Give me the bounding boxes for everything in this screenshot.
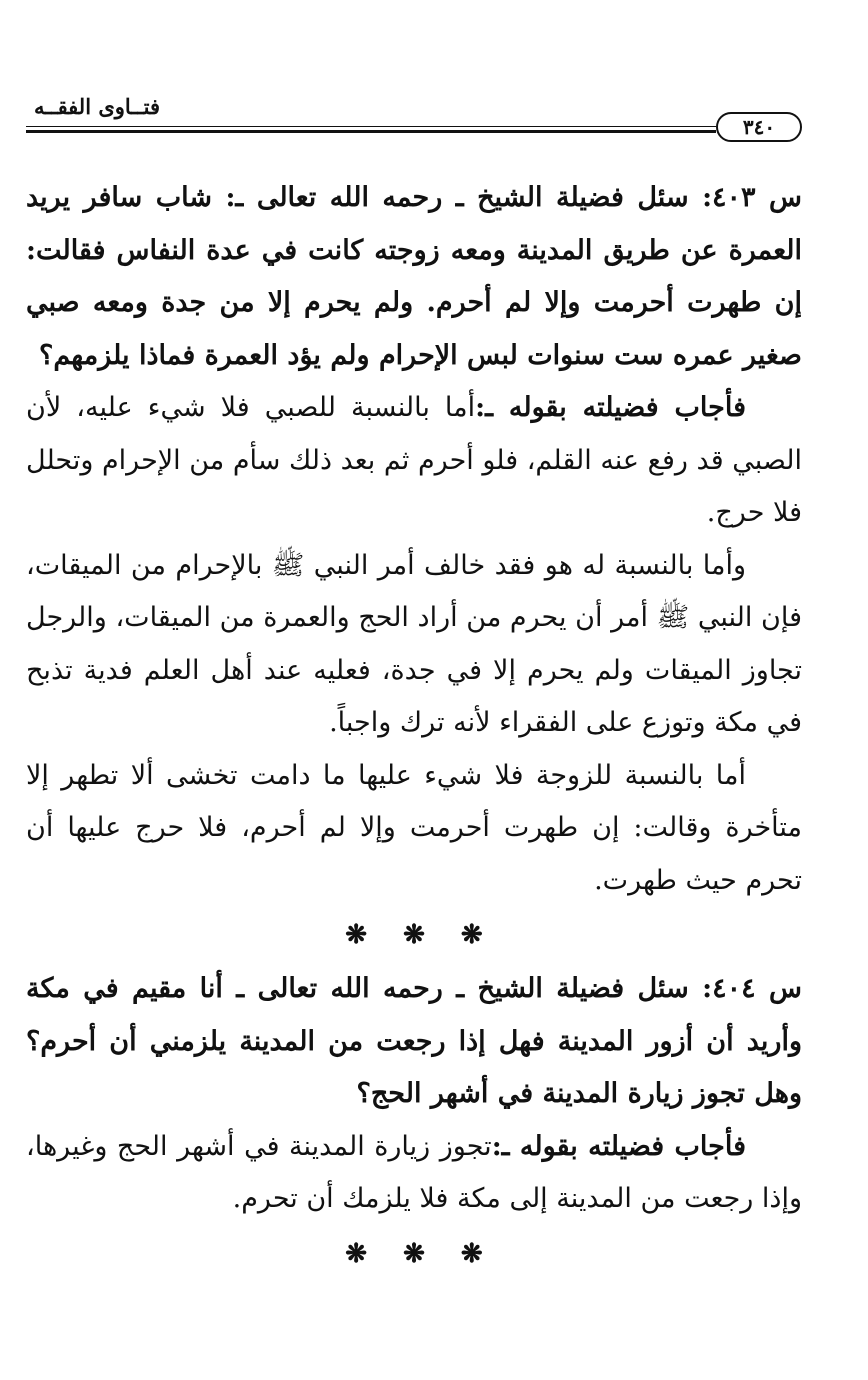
answer-403-paragraph-3: أما بالنسبة للزوجة فلا شيء عليها ما دامت تخشى ألا تطهر إلا متأخرة وقالت: إن طهرت أحرمت وإلا لم أحرم، فلا حرج عليها أن تحرم حيث طهرت.: [26, 759, 802, 896]
page-header: [26, 90, 802, 148]
question-404: [26, 963, 802, 1121]
page-number: ٣٤٠: [716, 112, 802, 142]
section-separator-1: [26, 907, 802, 963]
question-403: [26, 172, 802, 382]
answer-404-paragraph-1: [26, 1121, 802, 1226]
separator-star: ❋: [460, 1238, 483, 1269]
answer-403-paragraph-1: [26, 382, 802, 540]
question-404-label: س ٤٠٤:: [702, 973, 803, 1004]
question-404-text: سئل فضيلة الشيخ ـ رحمه الله تعالى ـ أنا مقيم في مكة وأريد أن أزور المدينة فهل إذا رجعت من المدينة يلزمني أن أحرم؟ وهل تجوز زيارة المدينة في أشهر الحج؟: [26, 973, 802, 1109]
question-403-label: س ٤٠٣:: [702, 182, 802, 213]
separator-star: ❋: [460, 920, 483, 950]
header-rule-thin: [26, 126, 716, 127]
answer-403-paragraph-2: وأما بالنسبة له هو فقد خالف أمر النبي ﷺ بالإحرام من الميقات، فإن النبي ﷺ أمر أن يحرم من أراد الحج والعمرة من الميقات، والرجل تجاوز الميقات ولم يحرم إلا في جدة، فعليه عند أهل العلم فدية تذبح في مكة وتوزع على الفقراء لأنه ترك واجباً.: [26, 549, 802, 738]
header-rule-thick: [26, 130, 716, 133]
separator-star: ❋: [345, 1238, 368, 1269]
question-403-text: سئل فضيلة الشيخ ـ رحمه الله تعالى ـ: شاب سافر يريد العمرة عن طريق المدينة ومعه زوجته كانت في عدة النفاس فقالت: إن طهرت أحرمت وإلا لم أحرم. ولم يحرم إلا من جدة ومعه صبي صغير عمره ست سنوات لبس الإحرام ولم يؤد العمرة فماذا يلزمهم؟: [26, 182, 802, 371]
answer-404-lead: فأجاب فضيلته بقوله ـ:: [491, 1130, 746, 1162]
running-title: فتــاوى الفقــه: [34, 94, 161, 119]
answer-403-text-1: أما بالنسبة للصبي فلا شيء عليه، لأن الصبي قد رفع عنه القلم، فلو أحرم ثم بعد ذلك سأم من الإحرام وتحلل فلا حرج.: [26, 392, 802, 528]
separator-star: ❋: [403, 920, 425, 950]
answer-404-text-1: تجوز زيارة المدينة في أشهر الحج وغيرها، وإذا رجعت من المدينة إلى مكة فلا يلزمك أن تحرم.: [26, 1130, 802, 1214]
book-page: [26, 90, 802, 1282]
separator-star: ❋: [345, 920, 368, 950]
page-content: [26, 172, 802, 1282]
separator-star: ❋: [403, 1238, 425, 1269]
answer-403-lead: فأجاب فضيلته بقوله ـ:: [475, 392, 746, 423]
section-separator-2: [26, 1226, 802, 1282]
